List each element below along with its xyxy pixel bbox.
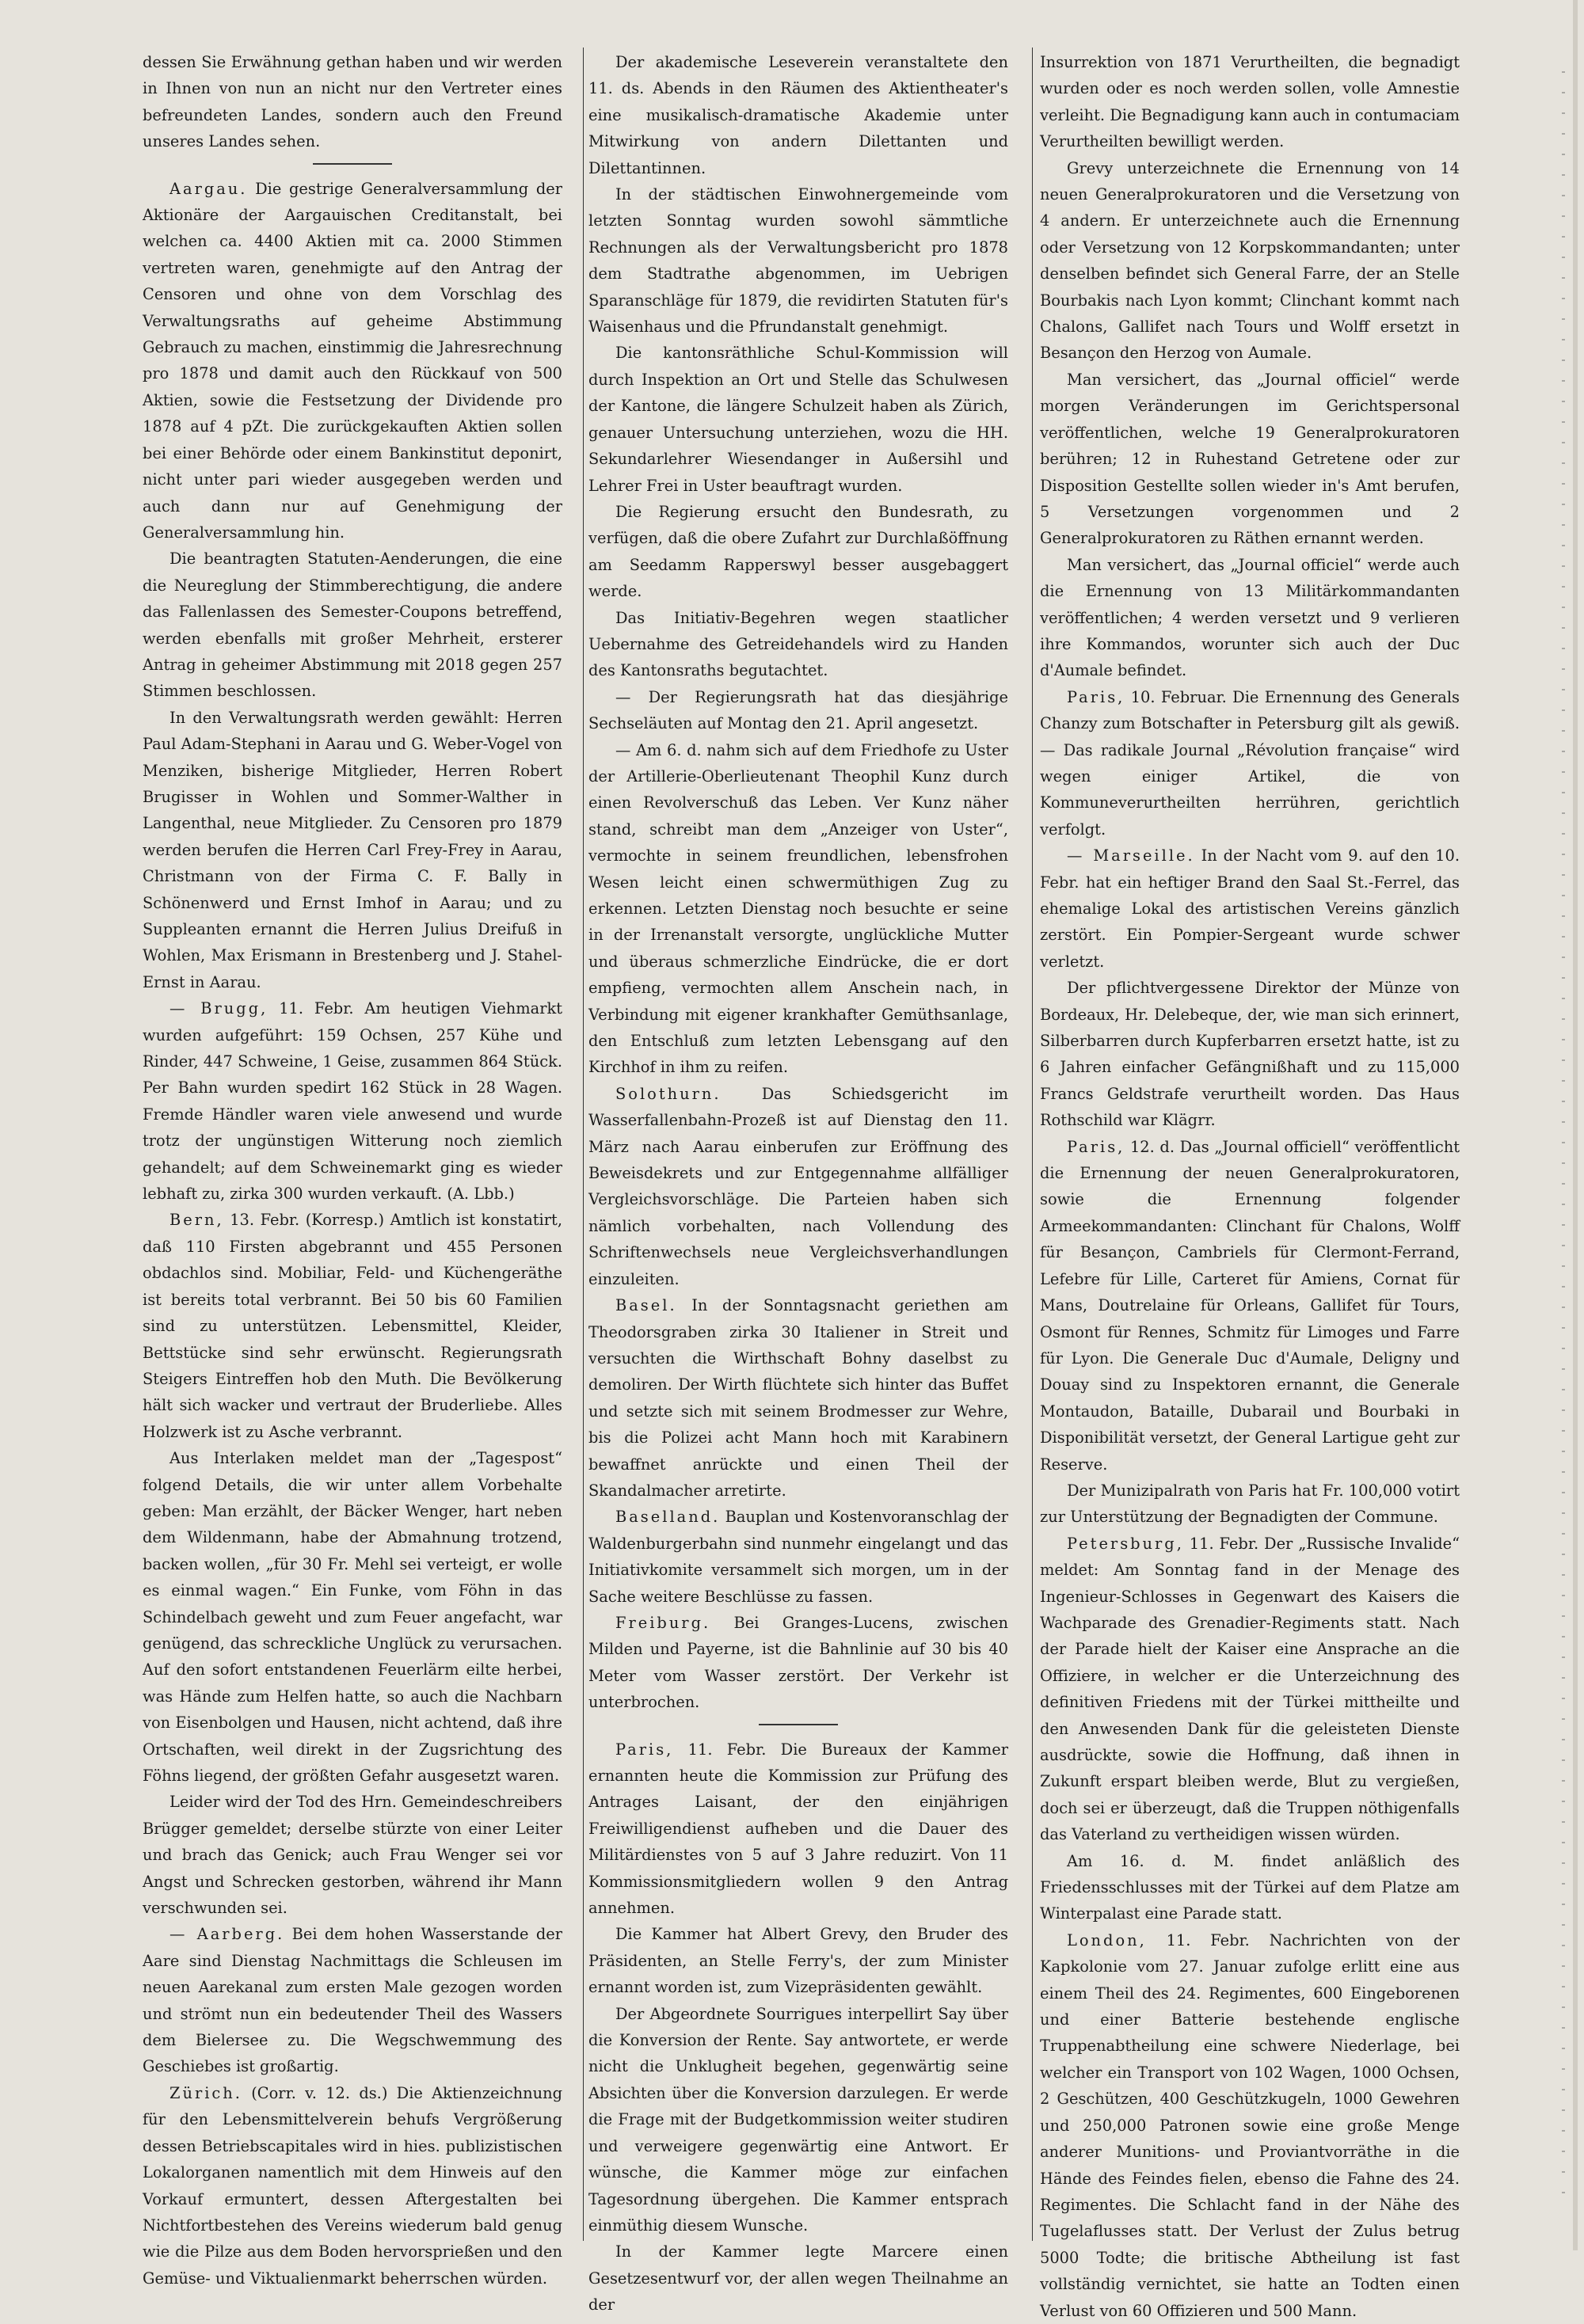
paragraph-text: In den Verwaltungsrath werden gewählt: Herren Paul Adam-Stephani in Aarau und G. Weber-Vogel von Menziken, bisherige Mitglieder, Herren Robert Brugisser in Wohlen und Sommer-Walther in Langenthal, neue Mitglieder. Zu Censoren pro 1879 werden berufen die Herren Carl Frey-Frey in Aarau, Christmann von der Firma C. F. Bally in Schönenwerd und Ernst Imhof in Aarau; und zu Suppleanten ernannt die Herren Julius Dreifuß in Wohlen, Max Erismann in Brestenberg und J. Stahel-Ernst in Aarau. [143,708,562,991]
article-paragraph [588,2001,1008,2239]
article-paragraph [1040,1134,1460,1478]
dateline: Petersburg, [1067,1534,1184,1553]
paragraph-text: Der pflichtvergessene Direktor der Münze von Bordeaux, Hr. Delebeque, der, wie man sich erinnert, Silberbarren durch Kupferbarren ersetzt hatte, ist zu 6 Jahren einfacher Gefängnißhaft und zu 115,000 Francs Geldstrafe verurtheilt worden. Das Haus Rothschild war Klägrr. [1040,979,1460,1130]
article-paragraph [143,995,562,1207]
column-3 [1040,49,1460,2324]
article-paragraph [1040,1478,1460,1531]
dateline: London, [1067,1930,1147,1949]
article-paragraph [588,1610,1008,1716]
dateline: Bern, [169,1211,224,1230]
paragraph-text: Insurrektion von 1871 Verurtheilten, die begnadigt wurden oder es noch werden sollen, volle Amnestie verleiht. Die Begnadigung kann auch in contumaciam Verurtheilten bewilligt werden. [1040,53,1460,151]
article-paragraph [1040,1531,1460,1848]
paragraph-text: Der Munizipalrath von Paris hat Fr. 100,000 votirt zur Unterstützung der Begnadigten der Commune. [1040,1481,1460,1527]
article-paragraph [1040,684,1460,842]
article-paragraph [588,499,1008,605]
paragraph-text: Bauplan und Kostenvoranschlag der Waldenburgerbahn sind nunmehr eingelangt und das Initiativkomite versammelt sich morgen, um in der Sache weitere Beschlüsse zu fassen. [588,1508,1008,1606]
paragraph-text: Grevy unterzeichnete die Ernennung von 14 neuen Generalprokuratoren und die Versetzung von 4 andern. Er unterzeichnete auch die Ernennung oder Versetzung von 12 Korpskommandanten; unter denselben befindet sich General Farre, der an Stelle Bourbakis nach Lyon kommt; Clinchant kommt nach Chalons, Gallifet nach Tours und Wolff ersetzt in Besançon den Herzog von Aumale. [1040,158,1460,363]
paragraph-text: 11. Febr. Die Bureaux der Kammer ernannten heute die Kommission zur Prüfung des Antrages Laisant, der den einjährigen Freiwilligendienst aufheben und die Dauer des Militärdienstes von 5 auf 3 Jahre reduzirt. Von 11 Kommissionsmitgliedern wollen 9 den Antrag annehmen. [588,1740,1008,1918]
article-paragraph [588,737,1008,1081]
article-paragraph [588,2238,1008,2318]
article-paragraph [1040,49,1460,155]
paragraph-text: Die beantragten Statuten-Aenderungen, die eine die Neureglung der Stimmberechtigung, die andere das Fallenlassen des Semester-Coupons betreffend, werden ebenfalls mit großer Mehrheit, ersterer Antrag in geheimer Abstimmung mit 2018 gegen 257 Stimmen beschlossen. [143,550,562,701]
paragraph-text: In der Sonntagsnacht geriethen am Theodorsgraben zirka 30 Italiener in Streit und versuchten die Wirthschaft Bohny daselbst zu demoliren. Der Wirth flüchtete sich hinter das Buffet und setzte sich mit seinem Brodmesser zur Wehre, bis die Polizei acht Mann hoch mit Karabinern bewaffnet anrückte und einen Theil der Skandalmacher arretirte. [588,1296,1009,1500]
dateline: — Marseille. [1067,846,1195,865]
binding-holes [1562,71,1565,2209]
dateline: Zürich. [169,2083,242,2102]
paragraph-text: Der Abgeordnete Sourrigues interpellirt Say über die Konversion der Rente. Say antwortete, er werde nicht die Unklugheit begehen, gegenwärtig seine Absichten über die Konversion darzulegen. Er werde die Frage mit der Budgetkommission weiter studiren und verweigere gegenwärtig eine Antwort. Er wünsche, die Kammer möge zur einfachen Tagesordnung übergehen. Die Kammer entsprach einmüthig diesem Wunsche. [588,2004,1008,2235]
paragraph-text: 10. Februar. Die Ernennung des Generals Chanzy zum Botschafter in Petersburg gilt als gewiß. — Das radikale Journal „Révolution française“ wird wegen einiger Artikel, die von Kommuneverurtheilten herrühren, gerichtlich verfolgt. [1040,687,1460,839]
paragraph-text: Das Schiedsgericht im Wasserfallenbahn-Prozeß ist auf Dienstag den 11. März nach Aarau einberufen zur Eröffnung des Beweisdekrets und zur Entgegennahme allfälliger Vergleichsvorschläge. Die Parteien haben sich nämlich vorbehalten, nach Vollendung des Schriftenwechsels neue Vergleichsverhandlungen einzuleiten. [588,1084,1008,1288]
dateline: — Aarberg. [169,1925,285,1944]
dateline: Baselland. [615,1508,721,1527]
paragraph-text: 11. Febr. Der „Russische Invalide“ meldet: Am Sonntag fand in der Menage des Ingenieur-Schlosses in Gegenwart des Kaisers die Wachparade des Grenadier-Regiments statt. Nach der Parade hielt der Kaiser eine Ansprache an die Offiziere, in welcher er die Unterzeichnung des definitiven Friedens mit der Türkei mittheilte und den Anwesenden Dank für die geleisteten Dienste ausdrückte, sowie die Hoffnung, daß ihnen in Zukunft erspart bleiben werde, Blut zu vergießen, doch sei er überzeugt, daß die Truppen nöthigenfalls das Vaterland zu vertheidigen wissen würden. [1040,1534,1460,1844]
article-paragraph [143,546,562,704]
article-paragraph [143,2080,562,2292]
article-paragraph [588,181,1008,340]
paragraph-text: 11. Febr. Nachrichten von der Kapkolonie vom 27. Januar zufolge erlitt eine aus einem Theil des 24. Regimentes, 600 Eingeborenen und einer Batterie bestehende englische Truppenabtheilung eine schwere Niederlage, bei welcher ein Transport von 102 Wagen, 1000 Ochsen, 2 Geschützen, 400 Geschützkugeln, 1000 Gewehren und 250,000 Patronen sowie eine große Menge anderer Munitions- und Proviantvorräthe in die Hände des Feindes fielen, ebenso die Fahne des 24. Regimentes. Die Schlacht fand in der Nähe des Tugelaflusses statt. Der Verlust der Zulus betrug 5000 Todte; die britische Abtheilung ist fast vollständig vernichtet, sie hatte an Todten einen Verlust von 60 Offizieren und 500 Mann. [1040,1930,1460,2320]
article-paragraph [588,684,1008,737]
section-rule [313,163,392,165]
dateline: Solothurn. [615,1084,722,1103]
paragraph-text: Man versichert, das „Journal officiel“ werde morgen Veränderungen im Gerichtspersonal veröffentlichen, welche 19 Generalprokuratoren berühren; 12 in Ruhestand Getretene oder zur Disposition Gestellte sollen wieder in's Amt berufen, 5 Versetzungen vorgenommen und 2 Generalprokuratoren zu Räthen ernannt werden. [1040,370,1460,548]
paragraph-text: 12. d. Das „Journal officiell“ veröffentlicht die Ernennung der neuen Generalprokuratoren, sowie die Ernennung folgender Armeekommandanten: Clinchant für Chalons, Wolff für Besançon, Cambriels für Clermont-Ferrand, Lefebre für Lille, Carteret für Amiens, Cornat für Mans, Doutrelaine für Orleans, Gallifet für Tours, Osmont für Rennes, Schmitz für Limoges und Farre für Lyon. Die Generale Duc d'Aumale, Deligny und Douay sind zu Inspektoren ernannt, die Generale Montaudon, Bataille, Dubarail und Bourbaki in Disponibilität versetzt, der General Lartigue geht zur Reserve. [1040,1137,1460,1474]
paragraph-text: Die Regierung ersucht den Bundesrath, zu verfügen, daß die obere Zufahrt zur Durchlaßöffnung am Seedamm Rapperswyl besser ausgebaggert werde. [588,502,1008,601]
paragraph-text: Die Kammer hat Albert Grevy, den Bruder des Präsidenten, an Stelle Ferry's, der zum Minister ernannt worden ist, zum Vizepräsidenten gewählt. [588,1925,1008,1997]
dateline: — Brugg, [169,999,268,1018]
paragraph-text: Die gestrige Generalversammlung der Aktionäre der Aargauischen Creditanstalt, bei welchen ca. 4400 Aktien mit ca. 2000 Stimmen vertreten waren, genehmigte auf den Antrag der Censoren und ohne von dem Vorschlag des Verwaltungsraths auf geheime Abstimmung Gebrauch zu machen, einstimmig die Jahresrechnung pro 1878 und damit auch den Rückkauf von 500 Aktien, sowie die Festsetzung der Dividende pro 1878 auf 4 pZt. Die zurückgekauften Aktien sollen bei einer Behörde oder einem Bankinstitut deponirt, nicht unter pari wieder ausgegeben werden und auch dann nur auf Genehmigung der Generalversammlung hin. [143,179,562,542]
article-paragraph [588,1504,1008,1610]
column-divider-2 [1032,48,1033,2241]
article-paragraph [588,1081,1008,1292]
article-paragraph [588,340,1008,498]
paragraph-text: Man versichert, das „Journal officiel“ werde auch die Ernennung von 13 Militärkommandanten veröffentlichen; 4 werden versetzt und 9 verlieren ihre Kommandos, worunter sich auch der Duc d'Aumale befindet. [1040,555,1460,680]
article-paragraph [143,1207,562,1445]
paragraph-text: Die kantonsräthliche Schul-Kommission will durch Inspektion an Ort und Stelle das Schulwesen der Kantone, die längere Schulzeit haben als Zürich, genauer Untersuchung unterziehen, wozu die HH. Sekundarlehrer Wiesendanger in Außersihl und Lehrer Frei in Uster beauftragt wurden. [588,344,1008,495]
dateline: Aargau. [169,179,248,198]
paragraph-text: — Der Regierungsrath hat das diesjährige Sechseläuten auf Montag den 21. April angesetzt. [588,687,1008,733]
article-paragraph [1040,1927,1460,2324]
paragraph-text: Leider wird der Tod des Hrn. Gemeindeschreibers Brügger gemeldet; derselbe stürzte von einer Leiter und brach das Genick; auch Frau Wenger sei vor Angst und Schrecken gestorben, während ihr Mann verschwunden sei. [143,1793,562,1918]
article-paragraph [588,1292,1008,1504]
column-1 [143,49,562,2292]
article-paragraph [1040,367,1460,552]
article-paragraph [1040,552,1460,684]
paragraph-text: Das Initiativ-Begehren wegen staatlicher Uebernahme des Getreidehandels wird zu Handen des Kantonsraths begutachtet. [588,608,1008,680]
article-paragraph [1040,975,1460,1133]
paragraph-text: In der Kammer legte Marcere einen Gesetzesentwurf vor, der allen wegen Theilnahme an der [588,2242,1008,2314]
section-rule [759,1724,838,1725]
article-paragraph [588,605,1008,684]
paragraph-text: In der Nacht vom 9. auf den 10. Febr. hat ein heftiger Brand den Saal St.-Ferrel, das ehemalige Lokal des artistischen Vereins gänzlich zerstört. Ein Pompier-Sergeant wurde schwer verletzt. [1040,846,1460,971]
article-paragraph [143,1445,562,1789]
paragraph-text: Bei Granges-Lucens, zwischen Milden und Payerne, ist die Bahnlinie auf 30 bis 40 Meter vom Wasser zerstört. Der Verkehr ist unterbrochen. [588,1613,1008,1712]
article-paragraph [143,176,562,546]
article-paragraph [1040,842,1460,975]
paragraph-text: Der akademische Leseverein veranstaltete den 11. ds. Abends in den Räumen des Aktientheater's eine musikalisch-dramatische Akademie unter Mitwirkung von andern Dilettanten und Dilettantinnen. [588,53,1008,177]
dateline: Paris, [615,1740,674,1759]
dateline: Freiburg. [615,1613,711,1632]
paragraph-text: Bei dem hohen Wasserstande der Aare sind Dienstag Nachmittags die Schleusen im neuen Aarekanal zum ersten Male gezogen worden und strömt nun ein bedeutender Theil des Wassers dem Bielersee zu. Die Wegschwemmung des Geschiebes ist großartig. [143,1925,562,2076]
article-paragraph [588,49,1008,181]
paragraph-text: — Am 6. d. nahm sich auf dem Friedhofe zu Uster der Artillerie-Oberlieutenant Theophil Kunz durch einen Revolverschuß das Leben. Ver Kunz näher stand, schreibt man dem „Anzeiger von Uster“, vermochte in seinem freundlichen, lebensfrohen Wesen leicht einen schwermüthigen Zug zu erkennen. Letzten Dienstag noch besuchte er seine in der Irrenanstalt versorgte, unglückliche Mutter und überaus schmerzliche Eindrücke, die er dort empfieng, vermochten allem Anschein nach, in Verbindung mit eigener krankhafter Gemüthsanlage, den Entschluß zum letzten Lebensgang auf den Kirchhof in ihm zu reifen. [588,740,1008,1077]
paragraph-text: dessen Sie Erwähnung gethan haben und wir werden in Ihnen von nun an nicht nur den Vertreter eines befreundeten Landes, sondern auch den Freund unseres Landes sehen. [143,53,562,151]
article-paragraph [143,1921,562,2079]
article-paragraph [143,1789,562,1921]
column-2 [588,49,1008,2318]
paragraph-text: Aus Interlaken meldet man der „Tagespost“ folgend Details, die wir unter allem Vorbehalte geben: Man erzählt, der Bäcker Wenger, hart neben dem Wildenmann, habe der Abmahnung trotzend, backen wollen, „für 30 Fr. Mehl sei verteigt, er wolle es einmal wagen.“ Ein Funke, vom Föhn in das Schindelbach geweht und zum Feuer angefacht, war genügend, das schreckliche Unglück zu verursachen. Auf den sofort entstandenen Feuerlärm eilte herbei, was Hände zum Helfen hatte, so auch die Nachbarn von Eisenbolgen und Hausen, nicht achtend, daß ihre Ortschaften, weil direkt in der Zugsrichtung des Föhns liegend, der größten Gefahr ausgesetzt waren. [143,1449,562,1785]
paragraph-text: 11. Febr. Am heutigen Viehmarkt wurden aufgeführt: 159 Ochsen, 257 Kühe und Rinder, 447 Schweine, 1 Geise, zusammen 864 Stück. Per Bahn wurden spedirt 162 Stück in 28 Wagen. Fremde Händler waren viele anwesend und wurde trotz der ungünstigen Witterung noch ziemlich gehandelt; auf dem Schweinemarkt ging es wieder lebhaft zu, zirka 300 wurden verkauft. (A. Lbb.) [143,999,563,1204]
paragraph-text: (Corr. v. 12. ds.) Die Aktienzeichnung für den Lebensmittelverein behufs Vergrößerung dessen Betriebscapitales wird in hies. publizistischen Lokalorganen namentlich mit dem Hinweis auf den Vorkauf ermuntert, dessen Aftergestalten bei Nichtfortbestehen des Vereins wiederum bald genug wie die Pilze aus dem Boden hervorsprießen und den Gemüse- und Viktualienmarkt beherrschen würden. [143,2083,562,2288]
article-paragraph [1040,155,1460,367]
article-paragraph [1040,1848,1460,1927]
dateline: Paris, [1067,1137,1125,1156]
paragraph-text: 13. Febr. (Korresp.) Amtlich ist konstatirt, daß 110 Firsten abgebrannt und 455 Personen obdachlos sind. Mobiliar, Feld- und Küchengeräthe ist bereits total verbrannt. Bei 50 bis 60 Familien sind zu unterstützen. Lebensmittel, Kleider, Bettstücke sind sehr erwünscht. Regierungsrath Steigers Eintreffen hob den Muth. Die Bevölkerung hält sich wacker und vertraut der Bruderliebe. Alles Holzwerk ist zu Asche verbrannt. [143,1211,562,1441]
dateline: Basel. [615,1296,677,1315]
paragraph-text: In der städtischen Einwohnergemeinde vom letzten Sonntag wurden sowohl sämmtliche Rechnungen als der Verwaltungsbericht pro 1878 dem Stadtrathe abgenommen, im Uebrigen Sparanschläge für 1879, die revidirten Statuten für's Waisenhaus und die Pfrundanstalt genehmigt. [588,185,1008,337]
column-divider-1 [583,48,584,2241]
article-paragraph [143,49,562,155]
article-paragraph [588,1736,1008,1922]
paragraph-text: Am 16. d. M. findet anläßlich des Friedensschlusses mit der Türkei auf dem Platze am Winterpalast eine Parade statt. [1040,1851,1460,1923]
article-paragraph [143,705,562,995]
page-edge [1573,0,1578,2250]
article-paragraph [588,1921,1008,2000]
dateline: Paris, [1067,687,1125,706]
